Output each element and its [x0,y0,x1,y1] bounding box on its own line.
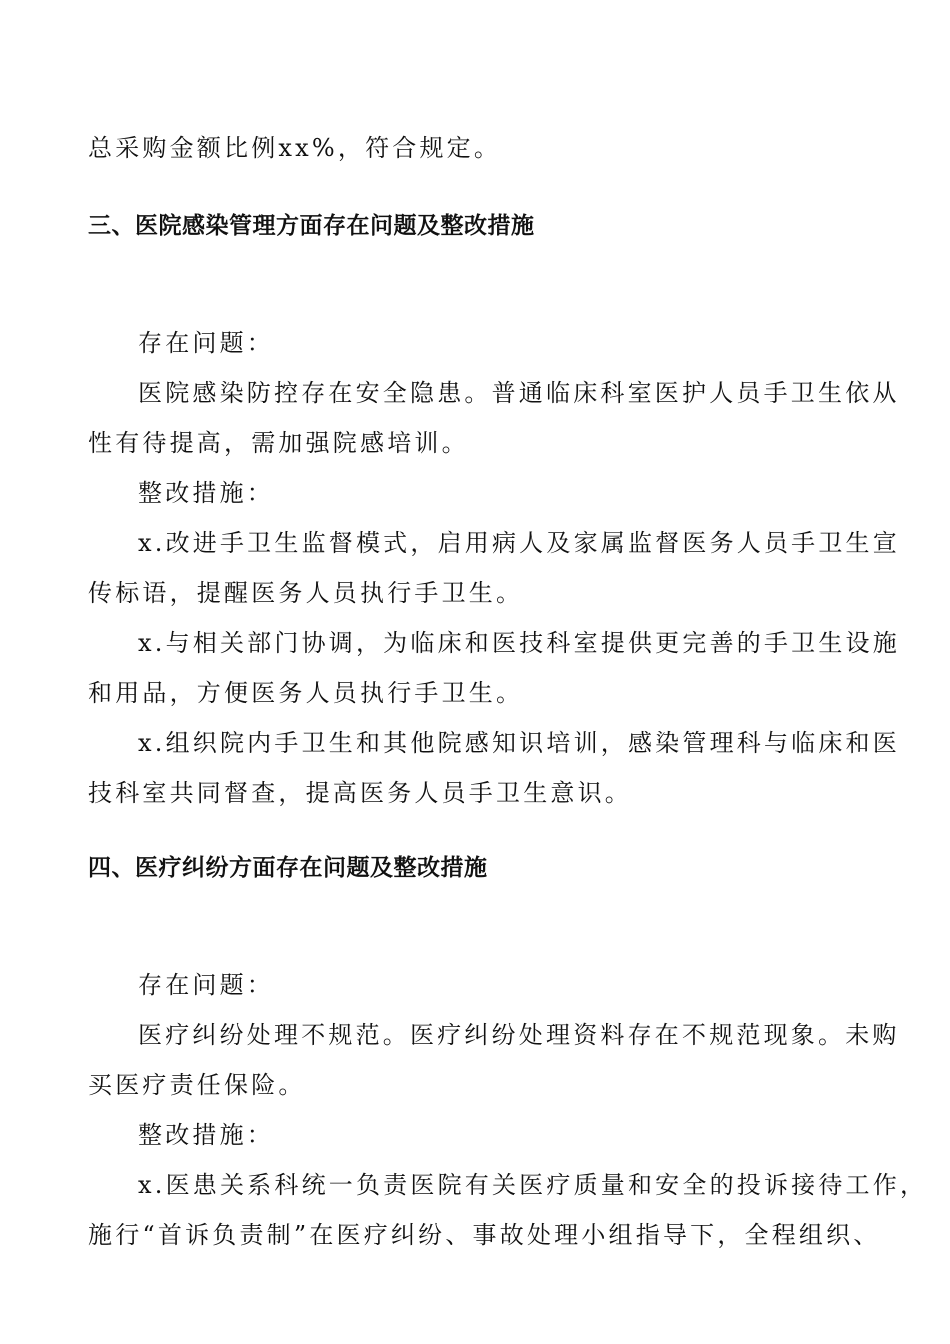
section-3-measure-2-line-2: 和用品，方便医务人员执行手卫生。 [88,679,524,707]
section-4-measure-1-line-2: 施行“首诉负责制”在医疗纠纷、事故处理小组指导下，全程组织、 [88,1221,881,1249]
section-3-measure-3-line-1: x.组织院内手卫生和其他院感知识培训，感染管理科与临床和医 [138,729,900,757]
section-3-measure-1-line-1: x.改进手卫生监督模式，启用病人及家属监督医务人员手卫生宣 [138,529,900,557]
section-4-problem-line-1: 医疗纠纷处理不规范。医疗纠纷处理资料存在不规范现象。未购 [138,1021,900,1049]
section-3-measure-3-line-2: 技科室共同督查，提高医务人员手卫生意识。 [88,779,632,807]
section-3-measure-1-line-2: 传标语，提醒医务人员执行手卫生。 [88,579,524,607]
section-3-measure-2-line-1: x.与相关部门协调，为临床和医技科室提供更完善的手卫生设施 [138,629,900,657]
section-4-measures-label: 整改措施： [138,1121,274,1149]
section-3-measures-label: 整改措施： [138,479,274,507]
section-4-measure-1-line-1: x.医患关系科统一负责医院有关医疗质量和安全的投诉接待工作， [138,1171,928,1199]
section-3-problem-label: 存在问题： [138,329,274,357]
section-3-heading: 三、医院感染管理方面存在问题及整改措施 [88,213,535,239]
section-4-heading: 四、医疗纠纷方面存在问题及整改措施 [88,855,488,881]
section-3-problem-line-2: 性有待提高，需加强院感培训。 [88,429,469,457]
section-4-problem-line-2: 买医疗责任保险。 [88,1071,306,1099]
intro-tail-text: 总采购金额比例xx%，符合规定。 [88,134,502,162]
section-3-problem-line-1: 医院感染防控存在安全隐患。普通临床科室医护人员手卫生依从 [138,379,900,407]
section-4-problem-label: 存在问题： [138,971,274,999]
